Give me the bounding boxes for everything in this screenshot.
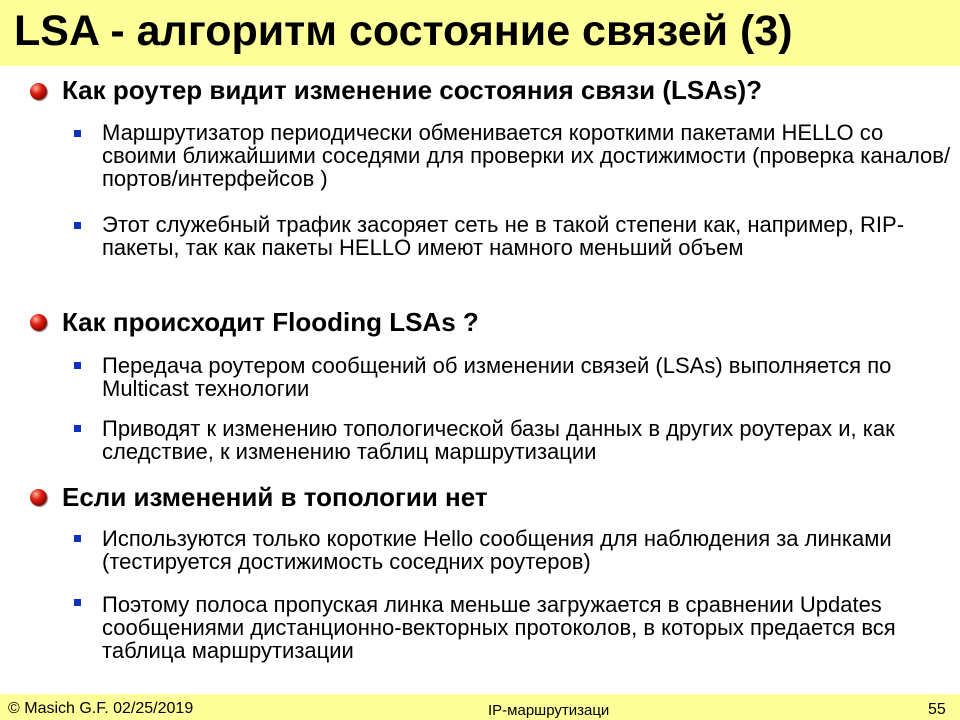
list-item: Этот служебный трафик засоряет сеть не в такой степени как, например, RIP-пакеты, так как пакеты HELLO имеют намного меньший объем [102,212,905,260]
blue-square-bullet-icon [74,130,81,137]
list-item: Приводят к изменению топологической базы данных в других роутерах и, как следствие, к изменению таблиц маршрутизации [102,416,895,464]
blue-square-bullet-icon [74,599,81,606]
blue-square-bullet-icon [74,425,81,432]
section-heading: Как роутер видит изменение состояния связи (LSAs)? [62,75,762,105]
red-ball-bullet-icon [30,314,47,331]
footer-copyright: © Masich G.F. 02/25/2019 [8,700,194,717]
section-heading: Как происходит Flooding LSAs ? [62,307,479,337]
list-item: Поэтому полоса пропуская линка меньше загружается в сравнении Updates сообщениями дистанционно-векторных протоколов, в которых предается вся таблица маршрутизации [102,592,896,663]
blue-square-bullet-icon [74,535,81,542]
red-ball-bullet-icon [30,489,47,506]
blue-square-bullet-icon [74,362,81,369]
list-item: Маршрутизатор периодически обменивается короткими пакетами HELLO со своими ближайшими соседями для проверки их достижимости (проверка каналов/портов/интерфейсов ) [102,120,951,191]
page-number: 55 [928,701,946,718]
blue-square-bullet-icon [74,222,81,229]
slide-title: LSA - алгоритм состояние связей (3) [14,7,793,55]
list-item: Передача роутером сообщений об изменении связей (LSAs) выполняется по Multicast технологии [102,353,892,401]
section-heading: Если изменений в топологии нет [62,482,488,512]
footer-title: IP-маршрутизаци [488,702,610,719]
list-item: Используются только короткие Hello сообщения для наблюдения за линками (тестируется достижимость соседних роутеров) [102,526,892,574]
red-ball-bullet-icon [30,83,47,100]
